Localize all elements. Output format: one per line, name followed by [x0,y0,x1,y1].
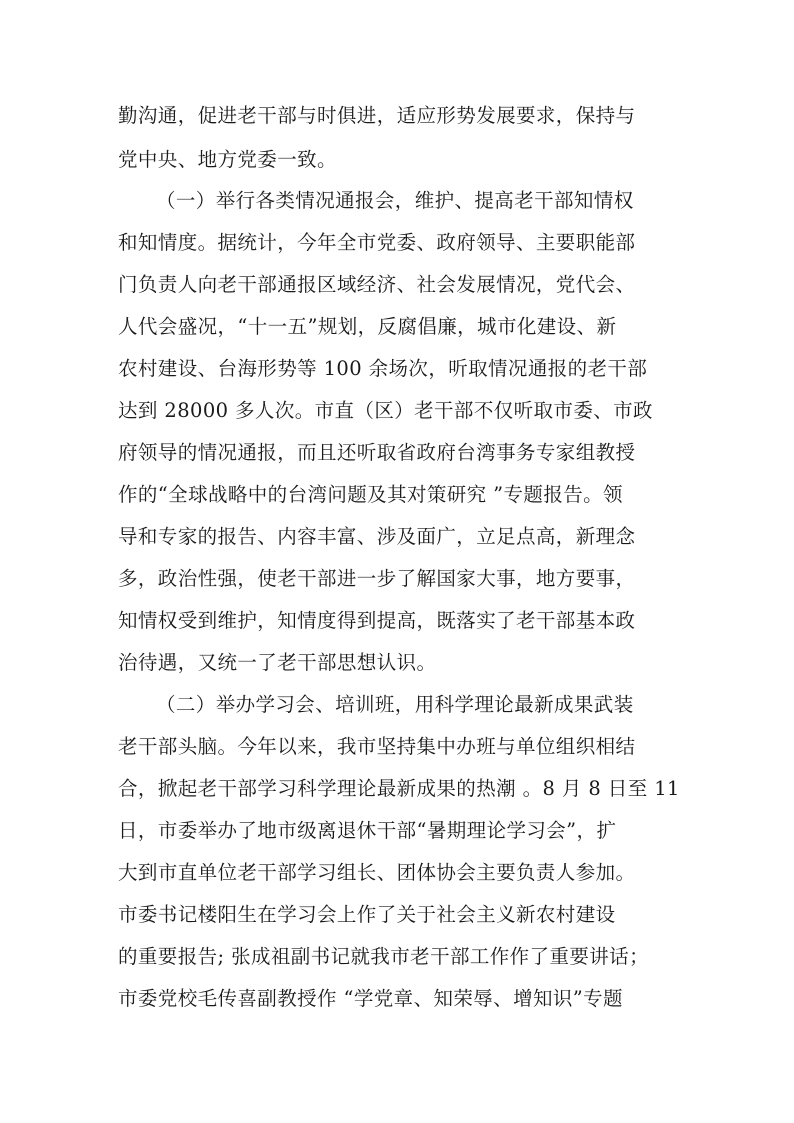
text-line: 作的“全球战略中的台湾问题及其对策研究 ”专题报告。领 [118,483,623,506]
text-line: 和知情度。据统计，今年全市党委、政府领导、主要职能部 [118,231,636,254]
text-line: 日，市委举办了地市级离退休干部“暑期理论学习会”，扩 [118,819,617,842]
text-line: 勤沟通，促进老干部与时俱进，适应形势发展要求，保持与 [118,104,636,127]
text-line: 大到市直单位老干部学习组长、团体协会主要负责人参加。 [118,861,636,884]
paragraph-heading-2: （二）举办学习会、培训班，用科学理论最新成果武装 [156,693,634,716]
paragraph-heading-1: （一）举行各类情况通报会，维护、提高老干部知情权 [156,189,634,212]
text-line: 达到 28000 多人次。市直（区）老干部不仅听取市委、市政 [118,399,653,422]
text-line: 知情权受到维护，知情度得到提高，既落实了老干部基本政 [118,609,636,632]
text-line: 市委党校毛传喜副教授作 “学党章、知荣辱、增知识”专题 [118,987,623,1010]
text-line: 府领导的情况通报，而且还听取省政府台湾事务专家组教授 [118,441,636,464]
text-line: 市委书记楼阳生在学习会上作了关于社会主义新农村建设 [118,903,616,926]
text-line: 合，掀起老干部学习科学理论最新成果的热潮 。8 月 8 日至 11 [118,777,680,800]
text-line: 农村建设、台海形势等 100 余场次，听取情况通报的老干部 [118,357,648,380]
text-line: 党中央、地方党委一致。 [118,148,337,171]
text-line: 门负责人向老干部通报区域经济、社会发展情况，党代会、 [118,273,636,296]
text-line: 的重要报告; 张成祖副书记就我市老干部工作作了重要讲话； [118,945,649,968]
text-line: 人代会盛况，“十一五”规划，反腐倡廉，城市化建设、新 [118,315,617,338]
text-line: 老干部头脑。今年以来，我市坚持集中办班与单位组织相结 [118,735,636,758]
text-line: 多，政治性强，使老干部进一步了解国家大事，地方要事， [118,567,636,590]
text-line: 治待遇，又统一了老干部思想认识。 [118,651,437,674]
text-line: 导和专家的报告、内容丰富、涉及面广，立足点高，新理念 [118,525,636,548]
